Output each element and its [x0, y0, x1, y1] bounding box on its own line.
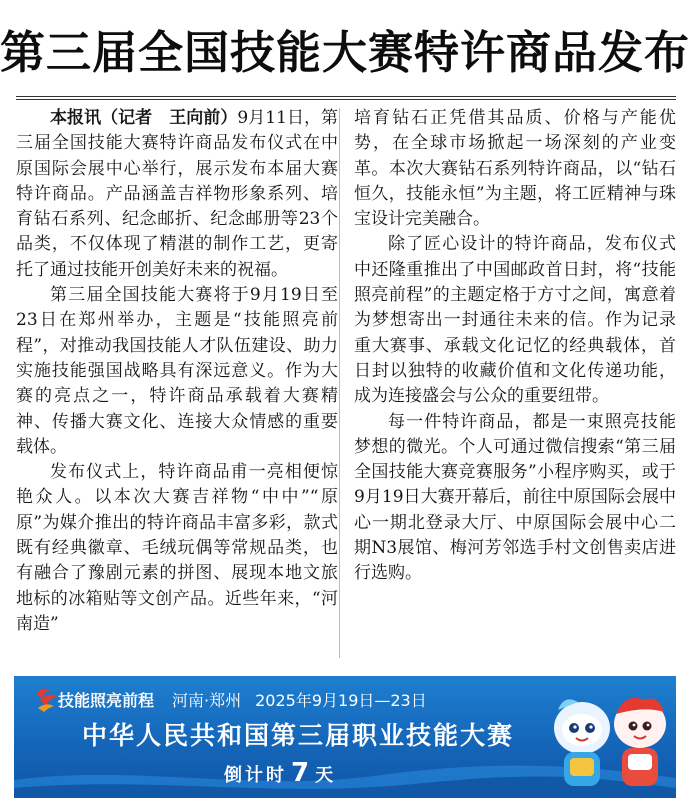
banner-city: 河南·郑州 — [172, 690, 242, 710]
article-paragraph: 第三届全国技能大赛将于9月19日至23日在郑州举办，主题是“技能照亮前程”，对推动我国技能人才队伍建设、助力实施技能强国战略具有深远意义。作为大赛的亮点之一，特许商品承载着大赛精神、传播大赛文化、连接大众情感的重要载体。 — [16, 285, 338, 457]
byline: 本报讯（记者 王向前） — [50, 108, 238, 128]
banner-slogan: 技能照亮前程 — [58, 690, 155, 710]
banner-header — [58, 686, 427, 712]
article-column-right — [354, 106, 676, 666]
article-paragraph-continued: 培育钻石正凭借其品质、价格与产能优势，在全球市场掀起一场深刻的产业变革。本次大赛钻石系列特许商品，以“钻石恒久，技能永恒”为主题，将工匠精神与珠宝设计完美融合。 — [354, 108, 676, 230]
article-column-left — [16, 106, 338, 666]
countdown — [224, 758, 333, 788]
page-title: 第三届全国技能大赛特许商品发布 — [0, 25, 690, 79]
event-banner — [14, 676, 676, 798]
article-paragraph: 每一件特许商品，都是一束照亮技能梦想的微光。个人可通过微信搜索“第三届全国技能大赛竞赛服务”小程序购买，或于9月19日大赛开幕后，前往中原国际会展中心一期北登录大厅、中原国际会展中心二期N3展馆、梅河芳邻选手村文创售卖店进行选购。 — [354, 411, 676, 584]
article-body — [16, 106, 676, 666]
headline-rule-secondary — [16, 99, 676, 100]
article-paragraph: 除了匠心设计的特许商品，发布仪式中还隆重推出了中国邮政首日封，将“技能照亮前程”的主题定格于方寸之间，寓意着为梦想寄出一封通往未来的信。作为记录重大赛事、承载文化记忆的经典载体，首日封以独特的收藏价值和文化传递功能，成为连接盛会与公众的重要纽带。 — [354, 234, 676, 407]
countdown-label: 倒计时 — [224, 765, 287, 786]
mascots-illustration — [544, 680, 674, 796]
article-paragraph — [16, 106, 338, 283]
banner-title: 中华人民共和国第三届职业技能大赛 — [81, 721, 514, 750]
countdown-number: 7 — [291, 758, 310, 788]
banner-dates: 2025年9月19日—23日 — [255, 690, 427, 710]
countdown-unit: 天 — [315, 765, 334, 786]
paragraph-text: 9月11日，第三届全国技能大赛特许商品发布仪式在中原国际会展中心举行，展示发布本届大赛特许商品。产品涵盖吉祥物形象系列、培育钻石系列、纪念邮折、纪念邮册等23个品类，不仅体现了精湛的制作工艺，更寄托了通过技能开创美好未来的祝福。 — [16, 108, 339, 280]
headline-rule — [16, 96, 676, 97]
article-paragraph: 发布仪式上，特许商品甫一亮相便惊艳众人。以本次大赛吉祥物“中中”“原原”为媒介推出的特许商品丰富多彩，款式既有经典徽章、毛绒玩偶等常规品类，也有融合了豫剧元素的拼图、展现本地文旅地标的冰箱贴等文创产品。近些年来，“河南造” — [16, 462, 338, 634]
